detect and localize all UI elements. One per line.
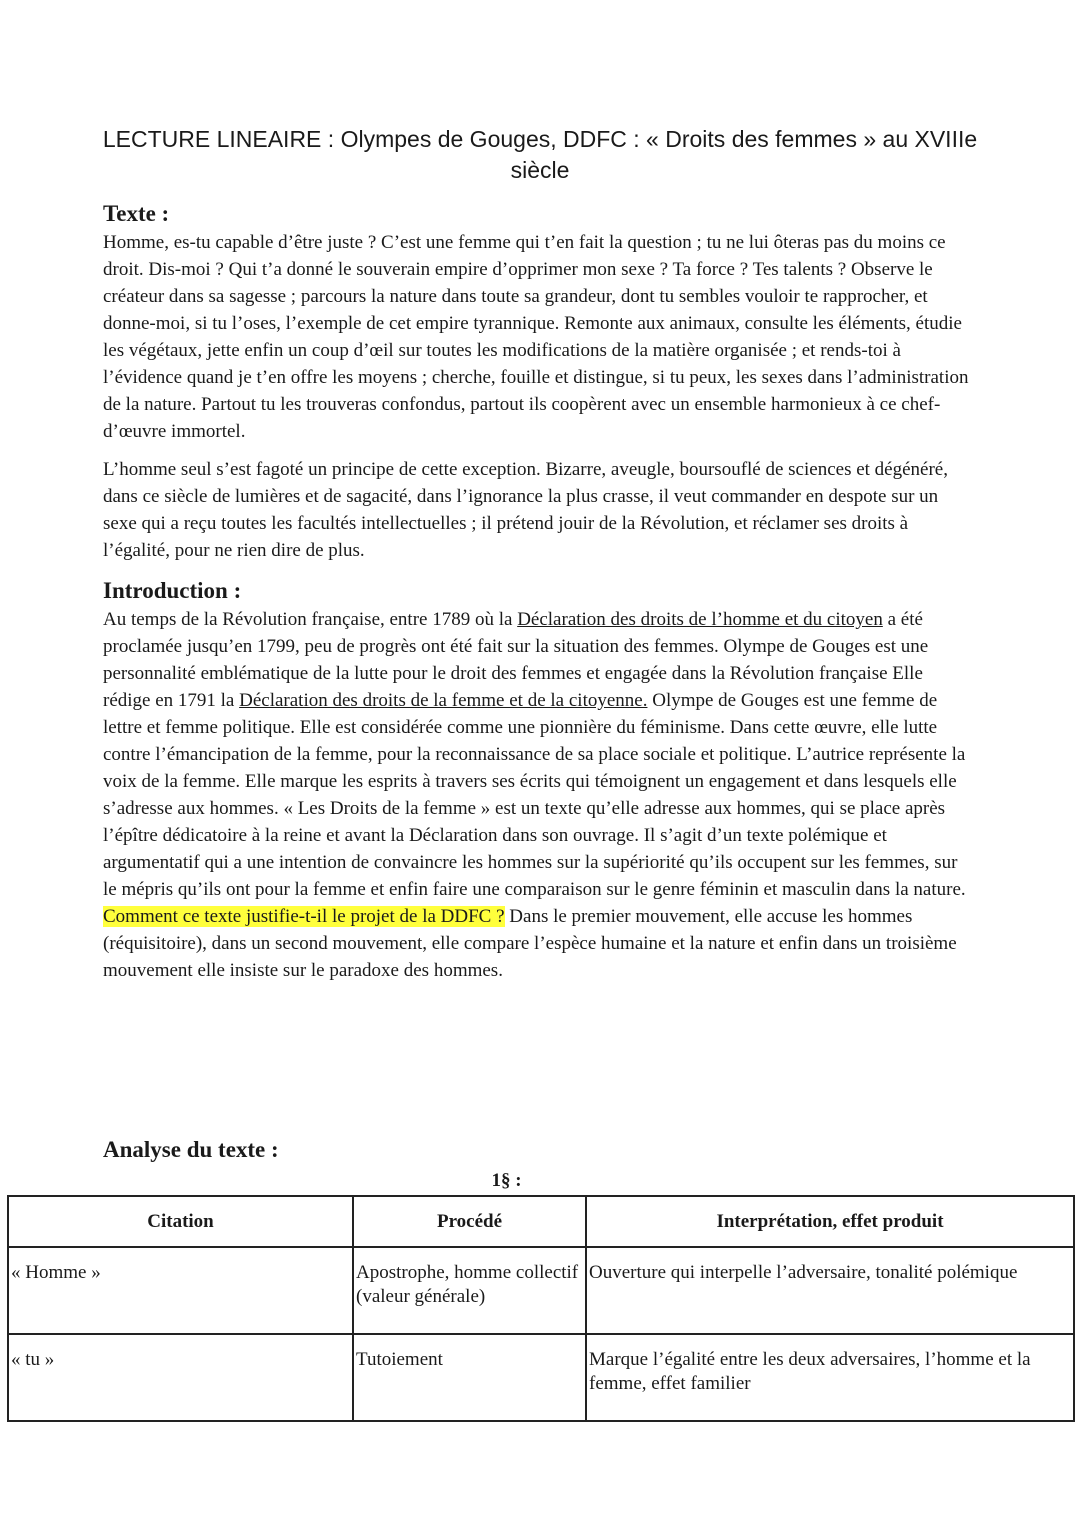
intro-text-1: Au temps de la Révolution française, entre 1789 où la xyxy=(103,609,518,630)
intro-text-3: Olympe de Gouges est une femme de lettre et femme politique. Elle est considérée comme une pionnière du féminisme. Dans cette œuvre, elle lutte contre l’émancipation de la femme, pour la reconnaissance de sa place sociale et politique. L’autrice représente la voix de la femme. Elle marque les esprits à travers ses écrits qui témoignent un engagement et dans lesquels elle s’adresse aux hommes. « Les Droits de la femme » est un texte qu’elle adresse aux hommes, qui se place après l’épître dédicatoire à la reine et avant la Déclaration dans son ouvrage. Il s’agit d’un texte polémique et argumentatif qui a une intention de convaincre les hommes sur la supériorité qu’ils occupent sur les femmes, sur le mépris qu’ils ont pour la femme et enfin faire une comparaison sur le genre féminin et masculin dans la nature. xyxy=(103,690,966,900)
introduction-heading: Introduction : xyxy=(103,578,242,603)
table-cell-interpretation: Ouverture qui interpelle l’adversaire, tonalité polémique xyxy=(586,1247,1074,1334)
table-cell-citation: « Homme » xyxy=(8,1247,353,1334)
texte-paragraph-2: L’homme seul s’est fagoté un principe de cette exception. Bizarre, aveugle, boursouflé de sciences et dégénéré, dans ce siècle de lumières et de sagacité, dans l’ignorance la plus crasse, il veut commander en despote sur un sexe qui a reçu toutes les facultés intellectuelles ; il prétend jouir de la Révolution, et réclamer ses droits à l’égalité, pour ne rien dire de plus. xyxy=(103,459,948,561)
texte-heading: Texte : xyxy=(103,201,170,226)
column-header-citation: Citation xyxy=(8,1196,353,1247)
table-row xyxy=(8,1334,1074,1421)
intro-text-4: Dans le premier mouvement, elle accuse les hommes (réquisitoire), dans un second mouvement, elle compare l’espèce humaine et la nature et enfin dans un troisième mouvement elle insiste sur le paradoxe des hommes. xyxy=(103,906,957,981)
column-header-procede: Procédé xyxy=(353,1196,586,1247)
ddhc-title-underlined: Déclaration des droits de l’homme et du citoyen xyxy=(517,609,883,630)
problematique-highlight: Comment ce texte justifie-t-il le projet de la DDFC ? xyxy=(103,906,505,927)
table-cell-procede: Tutoiement xyxy=(353,1334,586,1421)
table-row xyxy=(8,1247,1074,1334)
table-cell-procede: Apostrophe, homme collectif (valeur générale) xyxy=(353,1247,586,1334)
intro-text-2: a été proclamée jusqu’en 1799, peu de progrès ont été fait sur la situation des femmes. Olympe de Gouges est une personnalité emblématique de la lutte pour le droit des femmes et engagée dans la Révolution française Elle rédige en 1791 la xyxy=(103,609,929,711)
table-header-row xyxy=(8,1196,1074,1247)
texte-paragraph-1: Homme, es-tu capable d’être juste ? C’est une femme qui t’en fait la question ; tu ne lui ôteras pas du moins ce droit. Dis-moi ? Qui t’a donné le souverain empire d’opprimer mon sexe ? Ta force ? Tes talents ? Observe le créateur dans sa sagesse ; parcours la nature dans toute sa grandeur, dont tu sembles vouloir te rapprocher, et donne-moi, si tu l’oses, l’exemple de cet empire tyrannique. Remonte aux animaux, consulte les éléments, étudie les végétaux, jette enfin un coup d’œil sur toutes les modifications de la matière organisée ; et rends-toi à l’évidence quand je t’en offre les moyens ; cherche, fouille et distingue, si tu peux, les sexes dans l’administration de la nature. Partout tu les trouveras confondus, partout ils coopèrent avec un ensemble harmonieux à ce chef-d’œuvre immortel. xyxy=(103,232,969,442)
analyse-heading: Analyse du texte : xyxy=(103,1137,279,1162)
page-title: LECTURE LINEAIRE : Olympes de Gouges, DDFC : « Droits des femmes » au XVIIIe siècle xyxy=(102,126,978,183)
table-cell-citation: « tu » xyxy=(8,1334,353,1421)
table-cell-interpretation: Marque l’égalité entre les deux adversaires, l’homme et la femme, effet familier xyxy=(586,1334,1074,1421)
analysis-table xyxy=(7,1195,1075,1422)
ddfc-title-underlined: Déclaration des droits de la femme et de la citoyenne. xyxy=(239,690,648,711)
subsection-label: 1§ : xyxy=(491,1170,522,1191)
column-header-interpretation: Interprétation, effet produit xyxy=(586,1196,1074,1247)
document-body xyxy=(103,199,975,984)
introduction-paragraph xyxy=(103,606,975,984)
